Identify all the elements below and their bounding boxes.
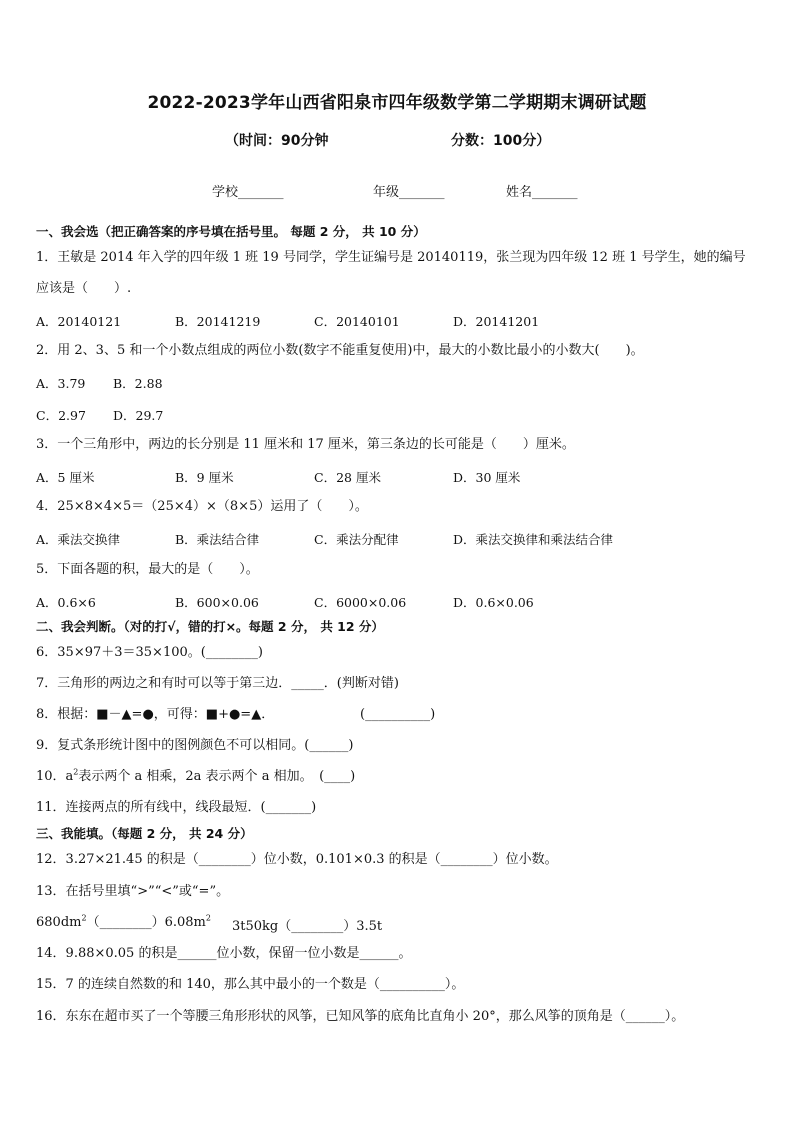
- q13-item-a: 680dm: [36, 915, 82, 930]
- question-10-text: [36, 769, 355, 785]
- question-16-text: 16．东东在超市买了一个等腰三角形形状的风筝，已知风筝的底角比直角小 20°，那么风筝的顶角是（______）。: [36, 1009, 685, 1024]
- question-11-text: 11．连接两点的所有线中，线段最短．(_______): [36, 800, 317, 815]
- q1-option-b: B．20141219: [175, 314, 261, 329]
- q5-option-c: C．6000×0.06: [314, 595, 407, 610]
- question-4-text: 4．25×8×4×5＝（25×4）×（8×5）运用了（ ）。: [36, 499, 368, 514]
- time-label: （时间：90分钟: [225, 133, 329, 149]
- section-heading-judge: 二、我会判断。（对的打√，错的打×。每题 2 分， 共 12 分）: [36, 619, 384, 634]
- q3-option-c: C．28 厘米: [314, 470, 381, 485]
- school-field: 学校_______: [212, 185, 284, 200]
- question-15-text: 15．7 的连续自然数的和 140，那么其中最小的一个数是（__________）。: [36, 977, 465, 992]
- question-1-text-cont: 应该是（ ）.: [36, 281, 132, 296]
- question-8-blank: (__________): [360, 707, 436, 722]
- question-7-text: 7．三角形的两边之和有时可以等于第三边．_____．(判断对错): [36, 676, 399, 691]
- q2-option-c: C．2.97: [36, 408, 86, 423]
- q3-option-a: A．5 厘米: [36, 470, 95, 485]
- q13-item-c: 3t50kg（________）3.5t: [232, 919, 383, 934]
- question-5-text: 5．下面各题的积，最大的是（ ）。: [36, 562, 259, 577]
- q1-option-d: D．20141201: [453, 314, 540, 329]
- q3-option-b: B．9 厘米: [175, 470, 234, 485]
- question-2-text: 2．用 2、3、5 和一个小数点组成的两位小数(数字不能重复使用)中，最大的小数比最小的小数大( )。: [36, 343, 644, 358]
- q10-part-b: 表示两个 a 相乘，2a 表示两个 a 相加。 (____): [78, 769, 356, 784]
- question-13-items: [36, 915, 211, 931]
- section-heading-choice: 一、我会选（把正确答案的序号填在括号里。 每题 2 分， 共 10 分）: [36, 224, 426, 239]
- question-8-text: 8．根据：■－▲=●，可得：■+●=▲．: [36, 707, 275, 722]
- q10-exponent: 2: [73, 767, 79, 777]
- section-heading-fill: 三、我能填。（每题 2 分， 共 24 分）: [36, 826, 253, 841]
- q2-option-a: A．3.79: [36, 376, 86, 391]
- q5-option-d: D．0.6×0.06: [453, 595, 534, 610]
- q4-option-d: D．乘法交换律和乘法结合律: [453, 532, 614, 547]
- question-9-text: 9．复式条形统计图中的图例颜色不可以相同。(______): [36, 738, 354, 753]
- score-label: 分数：100分）: [451, 133, 551, 149]
- question-3-text: 3．一个三角形中，两边的长分别是 11 厘米和 17 厘米，第三条边的长可能是（ ）厘米。: [36, 437, 575, 452]
- q4-option-b: B．乘法结合律: [175, 532, 260, 547]
- grade-field: 年级_______: [373, 185, 445, 200]
- question-1-text: 1．王敏是 2014 年入学的四年级 1 班 19 号同学，学生证编号是 20140119，张兰现为四年级 12 班 1 号学生，她的编号: [36, 250, 746, 265]
- q13-item-b: （________）6.08m: [86, 915, 206, 930]
- q1-option-c: C．20140101: [314, 314, 400, 329]
- page-title: 2022-2023学年山西省阳泉市四年级数学第二学期期末调研试题: [147, 93, 647, 113]
- name-field: 姓名_______: [506, 185, 578, 200]
- q5-option-a: A．0.6×6: [36, 595, 96, 610]
- q13-item-b-exponent: 2: [205, 913, 211, 923]
- question-12-text: 12．3.27×21.45 的积是（________）位小数，0.101×0.3 的积是（________）位小数。: [36, 852, 558, 867]
- q10-part-a: 10．a: [36, 769, 74, 784]
- q3-option-d: D．30 厘米: [453, 470, 521, 485]
- q4-option-c: C．乘法分配律: [314, 532, 399, 547]
- q5-option-b: B．600×0.06: [175, 595, 259, 610]
- q2-option-d: D．29.7: [113, 408, 164, 423]
- q1-option-a: A．20140121: [36, 314, 122, 329]
- exam-info: [225, 130, 625, 150]
- question-6-text: 6．35×97＋3＝35×100。(________): [36, 645, 263, 660]
- question-14-text: 14．9.88×0.05 的积是______位小数，保留一位小数是______。: [36, 946, 412, 961]
- q2-option-b: B．2.88: [113, 376, 163, 391]
- q13-item-a-exponent: 2: [81, 913, 87, 923]
- question-13-text: 13．在括号里填“>”“<”或“=”。: [36, 884, 230, 899]
- q4-option-a: A．乘法交换律: [36, 532, 121, 547]
